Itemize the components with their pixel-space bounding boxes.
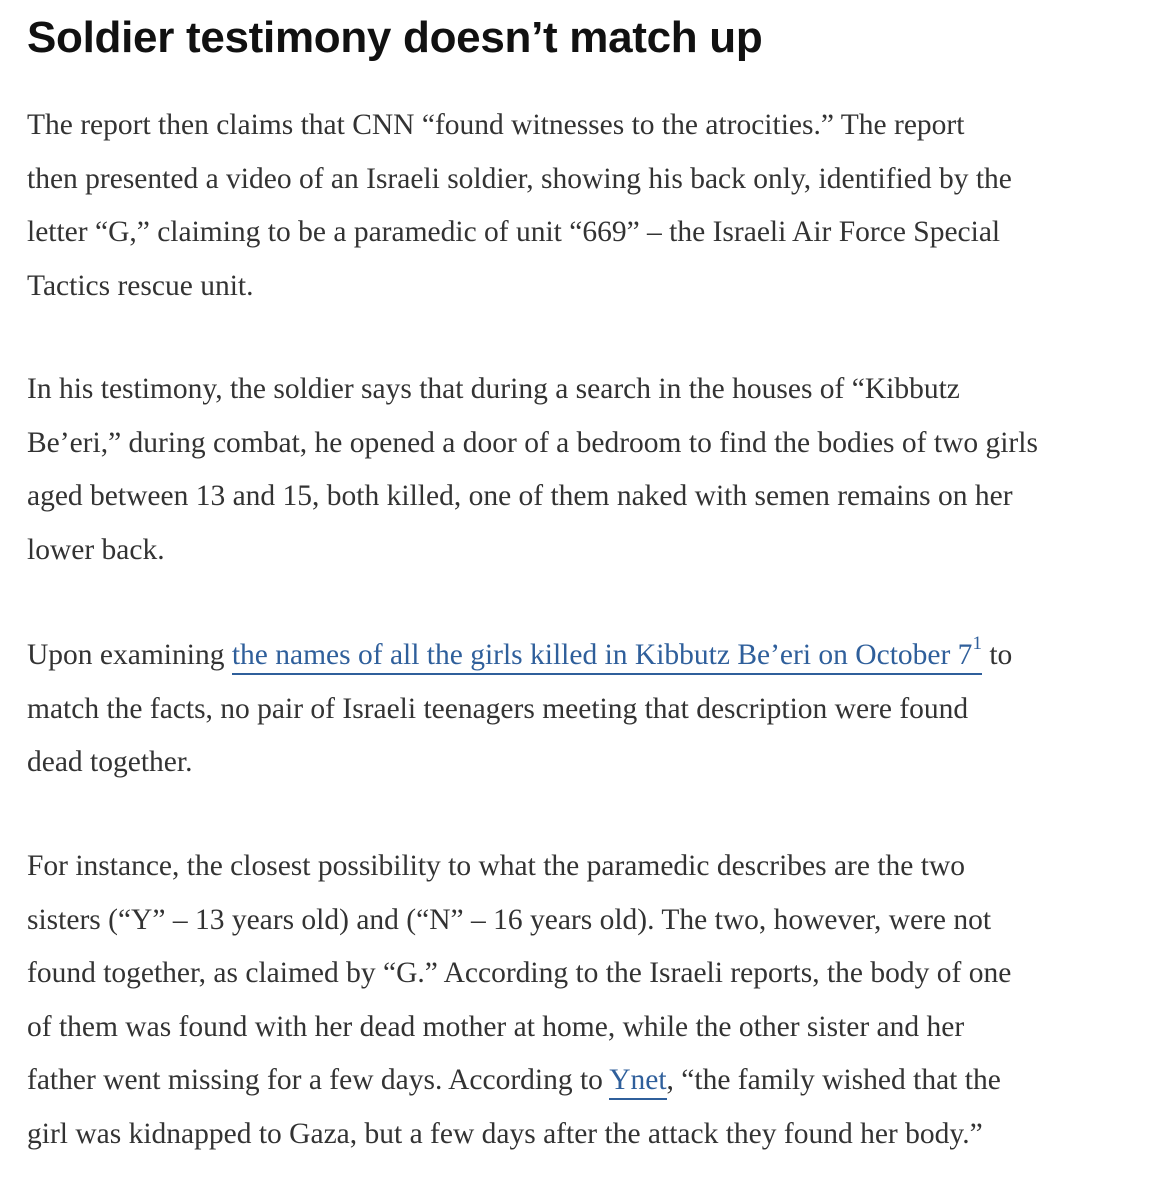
- text-segment: to: [981, 639, 1013, 671]
- text-line: lower back.: [27, 533, 165, 566]
- text-line: of them was found with her dead mother at home, while the other sister and her: [27, 1010, 965, 1043]
- text-line: girl was kidnapped to Gaza, but a few days after the attack they found her body.”: [27, 1117, 983, 1150]
- link-text[interactable]: the names of all the girls killed in Kibbutz Be’eri on October 7: [231, 639, 973, 671]
- text-line: Tactics rescue unit.: [27, 269, 254, 302]
- paragraph-names-examined: [27, 629, 1152, 790]
- text-line: dead together.: [27, 746, 193, 778]
- text-line: [27, 1054, 1152, 1108]
- text-line: In his testimony, the soldier says that during a search in the houses of “Kibbutz: [27, 373, 960, 405]
- text-line: match the facts, no pair of Israeli teenagers meeting that description were found: [27, 692, 969, 725]
- text-line: aged between 13 and 15, both killed, one of them naked with semen remains on her: [27, 480, 1013, 512]
- paragraph-cnn-witnesses: [27, 99, 1152, 313]
- section-heading: Soldier testimony doesn’t match up: [27, 13, 763, 62]
- text-line: The report then claims that CNN “found witnesses to the atrocities.” The report: [27, 109, 965, 141]
- text-line: found together, as claimed by “G.” According to the Israeli reports, the body of one: [27, 957, 1012, 989]
- text-line: sisters (“Y” – 13 years old) and (“N” – 16 years old). The two, however, were not: [27, 903, 992, 936]
- paragraph-closest-possibility: [27, 840, 1152, 1161]
- paragraph-soldier-testimony: [27, 363, 1152, 577]
- text-line: For instance, the closest possibility to what the paramedic describes are the two: [27, 850, 966, 882]
- text-line: Be’eri,” during combat, he opened a door of a bedroom to find the bodies of two girls: [27, 426, 1038, 459]
- text-segment: Upon examining: [27, 639, 232, 671]
- text-segment: , “the family wished that the: [666, 1064, 1001, 1096]
- text-line: letter “G,” claiming to be a paramedic of unit “669” – the Israeli Air Force Special: [27, 216, 1001, 248]
- names-of-girls-link[interactable]: [231, 633, 982, 675]
- footnote-marker[interactable]: 1: [972, 633, 982, 655]
- text-segment: father went missing for a few days. According to: [27, 1064, 610, 1096]
- text-line: [27, 629, 1152, 683]
- ynet-link[interactable]: Ynet: [609, 1064, 666, 1100]
- text-line: then presented a video of an Israeli soldier, showing his back only, identified by the: [27, 162, 1012, 195]
